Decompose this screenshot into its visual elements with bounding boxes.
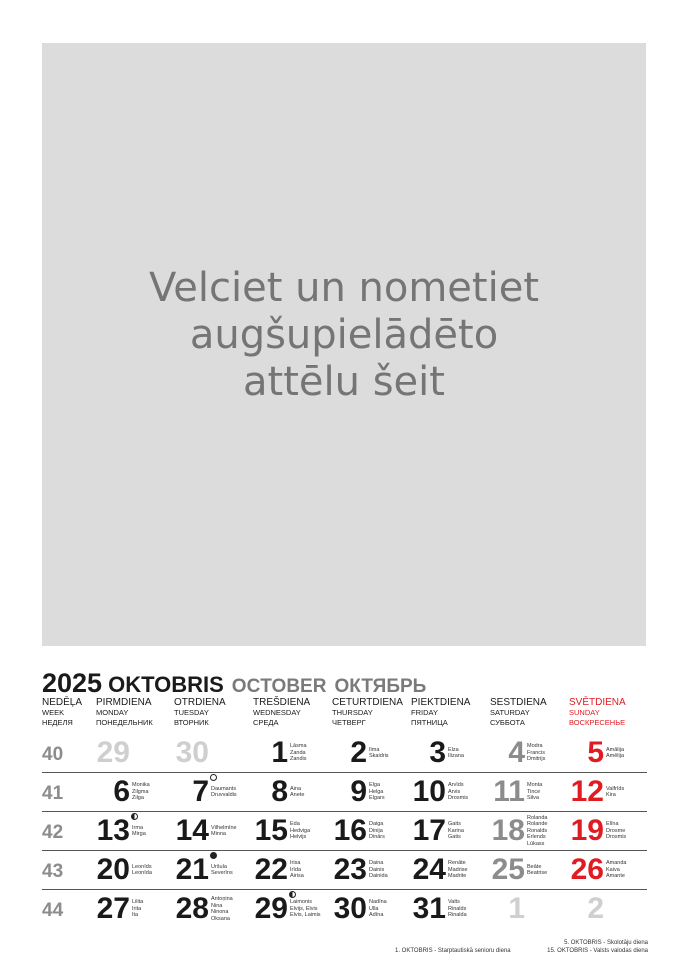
calendar-day[interactable]: 30: [333, 892, 367, 925]
header-sunday: [569, 697, 626, 728]
name-days: Rolanda Rolande Ronalds Erlends Lūkass: [527, 814, 548, 847]
name-days: Laimonis Elvijs, Elvis Elvis, Laimis: [290, 899, 321, 919]
header-label-lv: PIEKTDIENA: [411, 697, 471, 708]
name-days: Lilita Irita Ita: [132, 899, 144, 919]
header-label-ru: НЕДЕЛЯ: [42, 718, 73, 727]
name-days: Monika Zilgma Zilga: [132, 782, 150, 802]
name-days: Ilma Skaidris: [369, 746, 389, 759]
calendar-day[interactable]: 19: [570, 814, 604, 847]
calendar-day[interactable]: 22: [254, 853, 288, 886]
header-label-lv: OTRDIENA: [174, 697, 226, 708]
header-label-ru: ПЯТНИЦА: [411, 718, 448, 727]
header-label-ru: ПОНЕДЕЛЬНИК: [96, 718, 153, 727]
moon-phase-half-icon: [289, 891, 296, 898]
calendar-day[interactable]: 29: [254, 892, 288, 925]
week-number: 43: [42, 861, 64, 882]
name-days: Elīna Drosme Drosmis: [606, 821, 627, 841]
header-label-en: TUESDAY: [174, 708, 209, 717]
name-days: Daina Dainis Dainida: [369, 860, 388, 880]
calendar-day[interactable]: 1: [508, 892, 525, 925]
calendar-day[interactable]: 23: [333, 853, 367, 886]
name-days: Arvīds Arvis Drosmis: [448, 782, 469, 802]
calendar-day[interactable]: 14: [175, 814, 209, 847]
photo-placeholder-text: Velciet un nometiet augšupielādēto attēlu šeit: [149, 265, 539, 405]
week-divider: [42, 811, 647, 812]
name-days: Nadīna Ulla Adīna: [369, 899, 387, 919]
header-label-en: FRIDAY: [411, 708, 438, 717]
moon-phase-half-icon: [131, 813, 138, 820]
calendar-day[interactable]: 2: [350, 736, 367, 769]
header-label-lv: SVĒTDIENA: [569, 697, 626, 708]
calendar-day[interactable]: 17: [412, 814, 446, 847]
name-days: Elga Helga Elgars: [369, 782, 385, 802]
calendar-day[interactable]: 15: [254, 814, 288, 847]
name-days: Aina Anete: [290, 785, 305, 798]
header-label-ru: СРЕДА: [253, 718, 279, 727]
calendar-day[interactable]: 3: [429, 736, 446, 769]
calendar-title: [42, 668, 426, 699]
calendar-day[interactable]: 2: [587, 892, 604, 925]
header-label-lv: SESTDIENA: [490, 697, 547, 708]
name-days: Amanda Kaiva Amante: [606, 860, 627, 880]
calendar-day[interactable]: 6: [113, 775, 130, 808]
header-label-en: SATURDAY: [490, 708, 530, 717]
calendar-day[interactable]: 5: [587, 736, 604, 769]
calendar-day[interactable]: 24: [412, 853, 446, 886]
name-days: Amālija Amēlija: [606, 746, 625, 759]
week-number: 40: [42, 744, 64, 765]
header-label-ru: ВТОРНИК: [174, 718, 209, 727]
name-days: Elza Ilizana: [448, 746, 464, 759]
calendar-day[interactable]: 18: [491, 814, 525, 847]
week-number: 42: [42, 822, 64, 843]
calendar-day[interactable]: 4: [508, 736, 525, 769]
header-label-lv: PIRMDIENA: [96, 697, 152, 708]
calendar-day[interactable]: 30: [175, 736, 209, 769]
calendar-day[interactable]: 11: [493, 775, 525, 808]
header-label-ru: ВОСКРЕСЕНЬЕ: [569, 718, 626, 727]
header-label-en: MONDAY: [96, 708, 129, 717]
header-thursday: [332, 697, 403, 728]
header-friday: [411, 697, 470, 728]
name-days: Leonīds Leonīda: [132, 863, 152, 876]
moon-phase-new-icon: [210, 852, 217, 859]
week-divider: [42, 850, 647, 851]
name-days: Lāsma Zanda Zandis: [290, 743, 307, 763]
calendar-day[interactable]: 12: [570, 775, 604, 808]
week-number: 44: [42, 900, 64, 921]
calendar-day[interactable]: 10: [412, 775, 446, 808]
name-days: Monta Tince Silva: [527, 782, 543, 802]
name-days: Irisa Irīda Airisa: [290, 860, 304, 880]
footnote-language-day: 15. OKTOBRIS - Valsts valodas diena: [547, 948, 648, 954]
week-number: 41: [42, 783, 64, 804]
calendar-day[interactable]: 1: [271, 736, 288, 769]
name-days: Irma Mirga: [132, 824, 146, 837]
header-wednesday: [253, 697, 310, 728]
name-days: Daiga Dinija Dinārs: [369, 821, 385, 841]
week-divider: [42, 889, 647, 890]
name-days: Renāte Madrise Madrite: [448, 860, 468, 880]
calendar-day[interactable]: 26: [570, 853, 604, 886]
calendar-day[interactable]: 29: [96, 736, 130, 769]
calendar-day[interactable]: 7: [192, 775, 209, 808]
header-label-lv: TREŠDIENA: [253, 697, 311, 708]
calendar-day[interactable]: 25: [491, 853, 525, 886]
name-days: Uršula Severīns: [211, 863, 233, 876]
name-days: Valts Rinalds Rinalda: [448, 899, 467, 919]
header-label-en: WEEK: [42, 708, 65, 717]
calendar-day[interactable]: 21: [175, 853, 209, 886]
header-tuesday: [174, 697, 226, 728]
name-days: Modra Francis Dmitrijs: [527, 743, 546, 763]
header-label-ru: СУББОТА: [490, 718, 525, 727]
calendar-day[interactable]: 8: [271, 775, 288, 808]
name-days: Daumants Druvvaldis: [211, 785, 237, 798]
title-year: 2025: [42, 668, 103, 698]
header-week: [42, 697, 82, 728]
header-label-en: THURSDAY: [332, 708, 373, 717]
calendar-day[interactable]: 9: [350, 775, 367, 808]
title-month-lv: OKTOBRIS: [108, 672, 224, 697]
header-monday: [96, 697, 153, 728]
header-label-en: SUNDAY: [569, 708, 600, 717]
header-label-en: WEDNESDAY: [253, 708, 301, 717]
photo-placeholder[interactable]: [42, 43, 646, 646]
title-month-en: OCTOBER: [231, 676, 327, 697]
calendar-day[interactable]: 20: [96, 853, 130, 886]
title-month-ru: ОКТЯБРЬ: [334, 676, 427, 697]
calendar-day[interactable]: 27: [96, 892, 130, 925]
name-days: Vilhelmīne Minna: [211, 824, 237, 837]
name-days: Antoņina Nina Ninona Oksana: [211, 896, 233, 922]
calendar-day[interactable]: 16: [333, 814, 367, 847]
header-label-lv: NEDĒĻA: [42, 697, 83, 708]
moon-phase-full-icon: [210, 774, 217, 781]
name-days: Gaits Karina Gatis: [448, 821, 464, 841]
name-days: Beāte Beatrise: [527, 863, 548, 876]
calendar-day[interactable]: 31: [412, 892, 446, 925]
name-days: Valfrīds Kira: [606, 785, 625, 798]
calendar-day[interactable]: 28: [175, 892, 209, 925]
header-label-lv: CETURTDIENA: [332, 697, 403, 708]
calendar-day[interactable]: 13: [96, 814, 130, 847]
footnote-seniors-day: 1. OKTOBRIS - Starptautiskā senioru diena: [395, 948, 511, 954]
header-saturday: [490, 697, 547, 728]
footnote-teachers-day: 5. OKTOBRIS - Skolotāju diena: [564, 940, 648, 946]
header-label-ru: ЧЕТВЕРГ: [332, 718, 366, 727]
week-divider: [42, 772, 647, 773]
name-days: Eda Hedviga Helvijs: [290, 821, 311, 841]
